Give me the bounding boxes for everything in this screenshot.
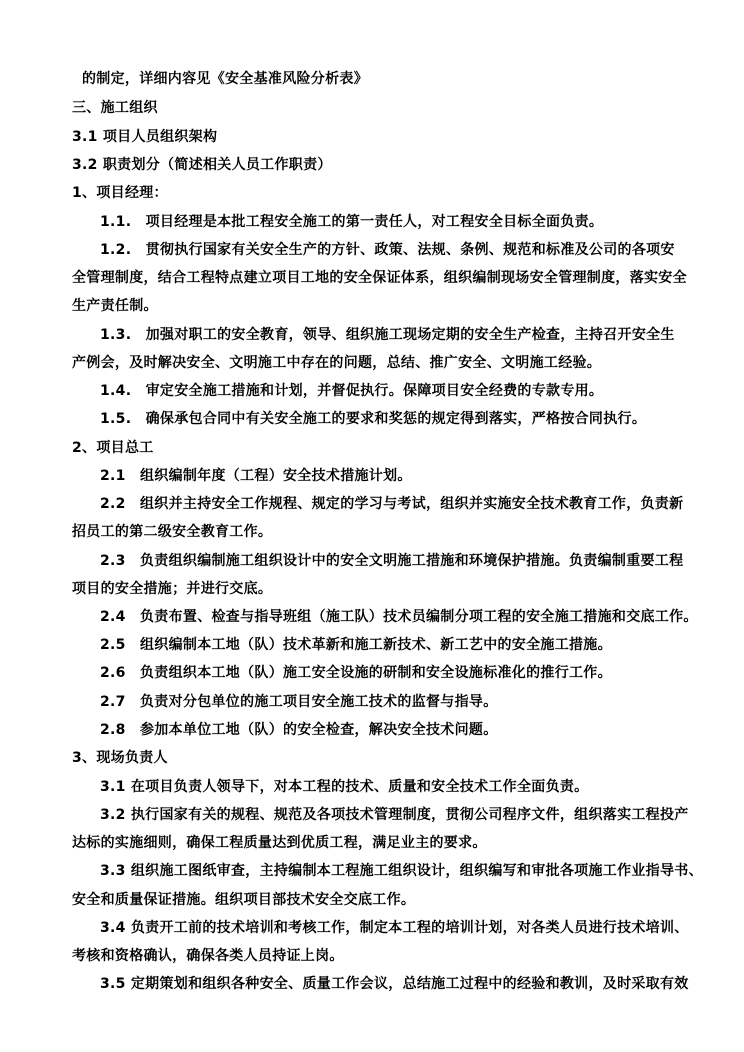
text-line: 项目的安全措施；并进行交底。 — [72, 581, 273, 597]
role-heading: 1、项目经理： — [72, 185, 168, 201]
text-line: 1.1. 项目经理是本批工程安全施工的第一责任人，对工程安全目标全面负责。 — [100, 214, 604, 230]
text-line: 1.5. 确保承包合同中有关安全施工的要求和奖惩的规定得到落实，严格按合同执行。 — [100, 411, 647, 427]
text-line: 2.2 组织并主持安全工作规程、规定的学习与考试，组织并实施安全技术教育工作，负责新 — [100, 496, 684, 512]
text-line: 1.2. 贯彻执行国家有关安全生产的方针、政策、法规、条例、规范和标准及公司的各项安 — [100, 242, 675, 258]
text-line: 1.3. 加强对职工的安全教育，领导、组织施工现场定期的安全生产检查，主持召开安全生 — [100, 327, 675, 343]
role-heading: 3、现场负责人 — [72, 750, 168, 766]
text-line: 生产责任制。 — [72, 298, 158, 314]
text-line: 2.4 负责布置、检查与指导班组（施工队）技术员编制分项工程的安全施工措施和交底工作。 — [100, 609, 698, 625]
text-line: 3.5 定期策划和组织各种安全、质量工作会议，总结施工过程中的经验和教训，及时采取有效 — [100, 976, 689, 992]
text-line: 3.4 负责开工前的技术培训和考核工作，制定本工程的培训计划，对各类人员进行技术培训、 — [100, 920, 689, 936]
text-line: 3.3 组织施工图纸审查，主持编制本工程施工组织设计，组织编写和审批各项施工作业指导书、 — [100, 863, 703, 879]
section-heading: 三、施工组织 — [72, 100, 158, 116]
subsection-heading: 3.1 项目人员组织架构 — [72, 129, 218, 145]
subsection-heading: 3.2 职责划分（简述相关人员工作职责） — [72, 157, 332, 173]
text-line: 招员工的第二级安全教育工作。 — [72, 524, 273, 540]
role-heading: 2、项目总工 — [72, 440, 154, 456]
text-line: 2.6 负责组织本工地（队）施工安全设施的研制和安全设施标准化的推行工作。 — [100, 665, 612, 681]
text-line: 3.1 在项目负责人领导下，对本工程的技术、质量和安全技术工作全面负责。 — [100, 779, 589, 795]
text-line: 的制定，详细内容见《安全基准风险分析表》 — [82, 71, 368, 87]
text-line: 产例会，及时解决安全、文明施工中存在的问题，总结、推广安全、文明施工经验。 — [72, 355, 602, 371]
text-line: 2.1 组织编制年度（工程）安全技术措施计划。 — [100, 468, 412, 484]
text-line: 2.7 负责对分包单位的施工项目安全施工技术的监督与指导。 — [100, 694, 498, 710]
text-line: 3.2 执行国家有关的规程、规范及各项技术管理制度，贯彻公司程序文件，组织落实工程投产 — [100, 807, 689, 823]
text-line: 2.3 负责组织编制施工组织设计中的安全文明施工措施和环境保护措施。负责编制重要工程 — [100, 553, 684, 569]
text-line: 1.4. 审定安全施工措施和计划，并督促执行。保障项目安全经费的专款专用。 — [100, 383, 604, 399]
text-line: 2.5 组织编制本工地（队）技术革新和施工新技术、新工艺中的安全施工措施。 — [100, 637, 612, 653]
text-line: 达标的实施细则，确保工程质量达到优质工程，满足业主的要求。 — [72, 835, 487, 851]
text-line: 全管理制度，结合工程特点建立项目工地的安全保证体系，组织编制现场安全管理制度，落实安全 — [72, 270, 687, 286]
text-line: 安全和质量保证措施。组织项目部技术安全交底工作。 — [72, 892, 416, 908]
text-line: 2.8 参加本单位工地（队）的安全检查，解决安全技术问题。 — [100, 722, 498, 738]
text-line: 考核和资格确认，确保各类人员持证上岗。 — [72, 948, 344, 964]
